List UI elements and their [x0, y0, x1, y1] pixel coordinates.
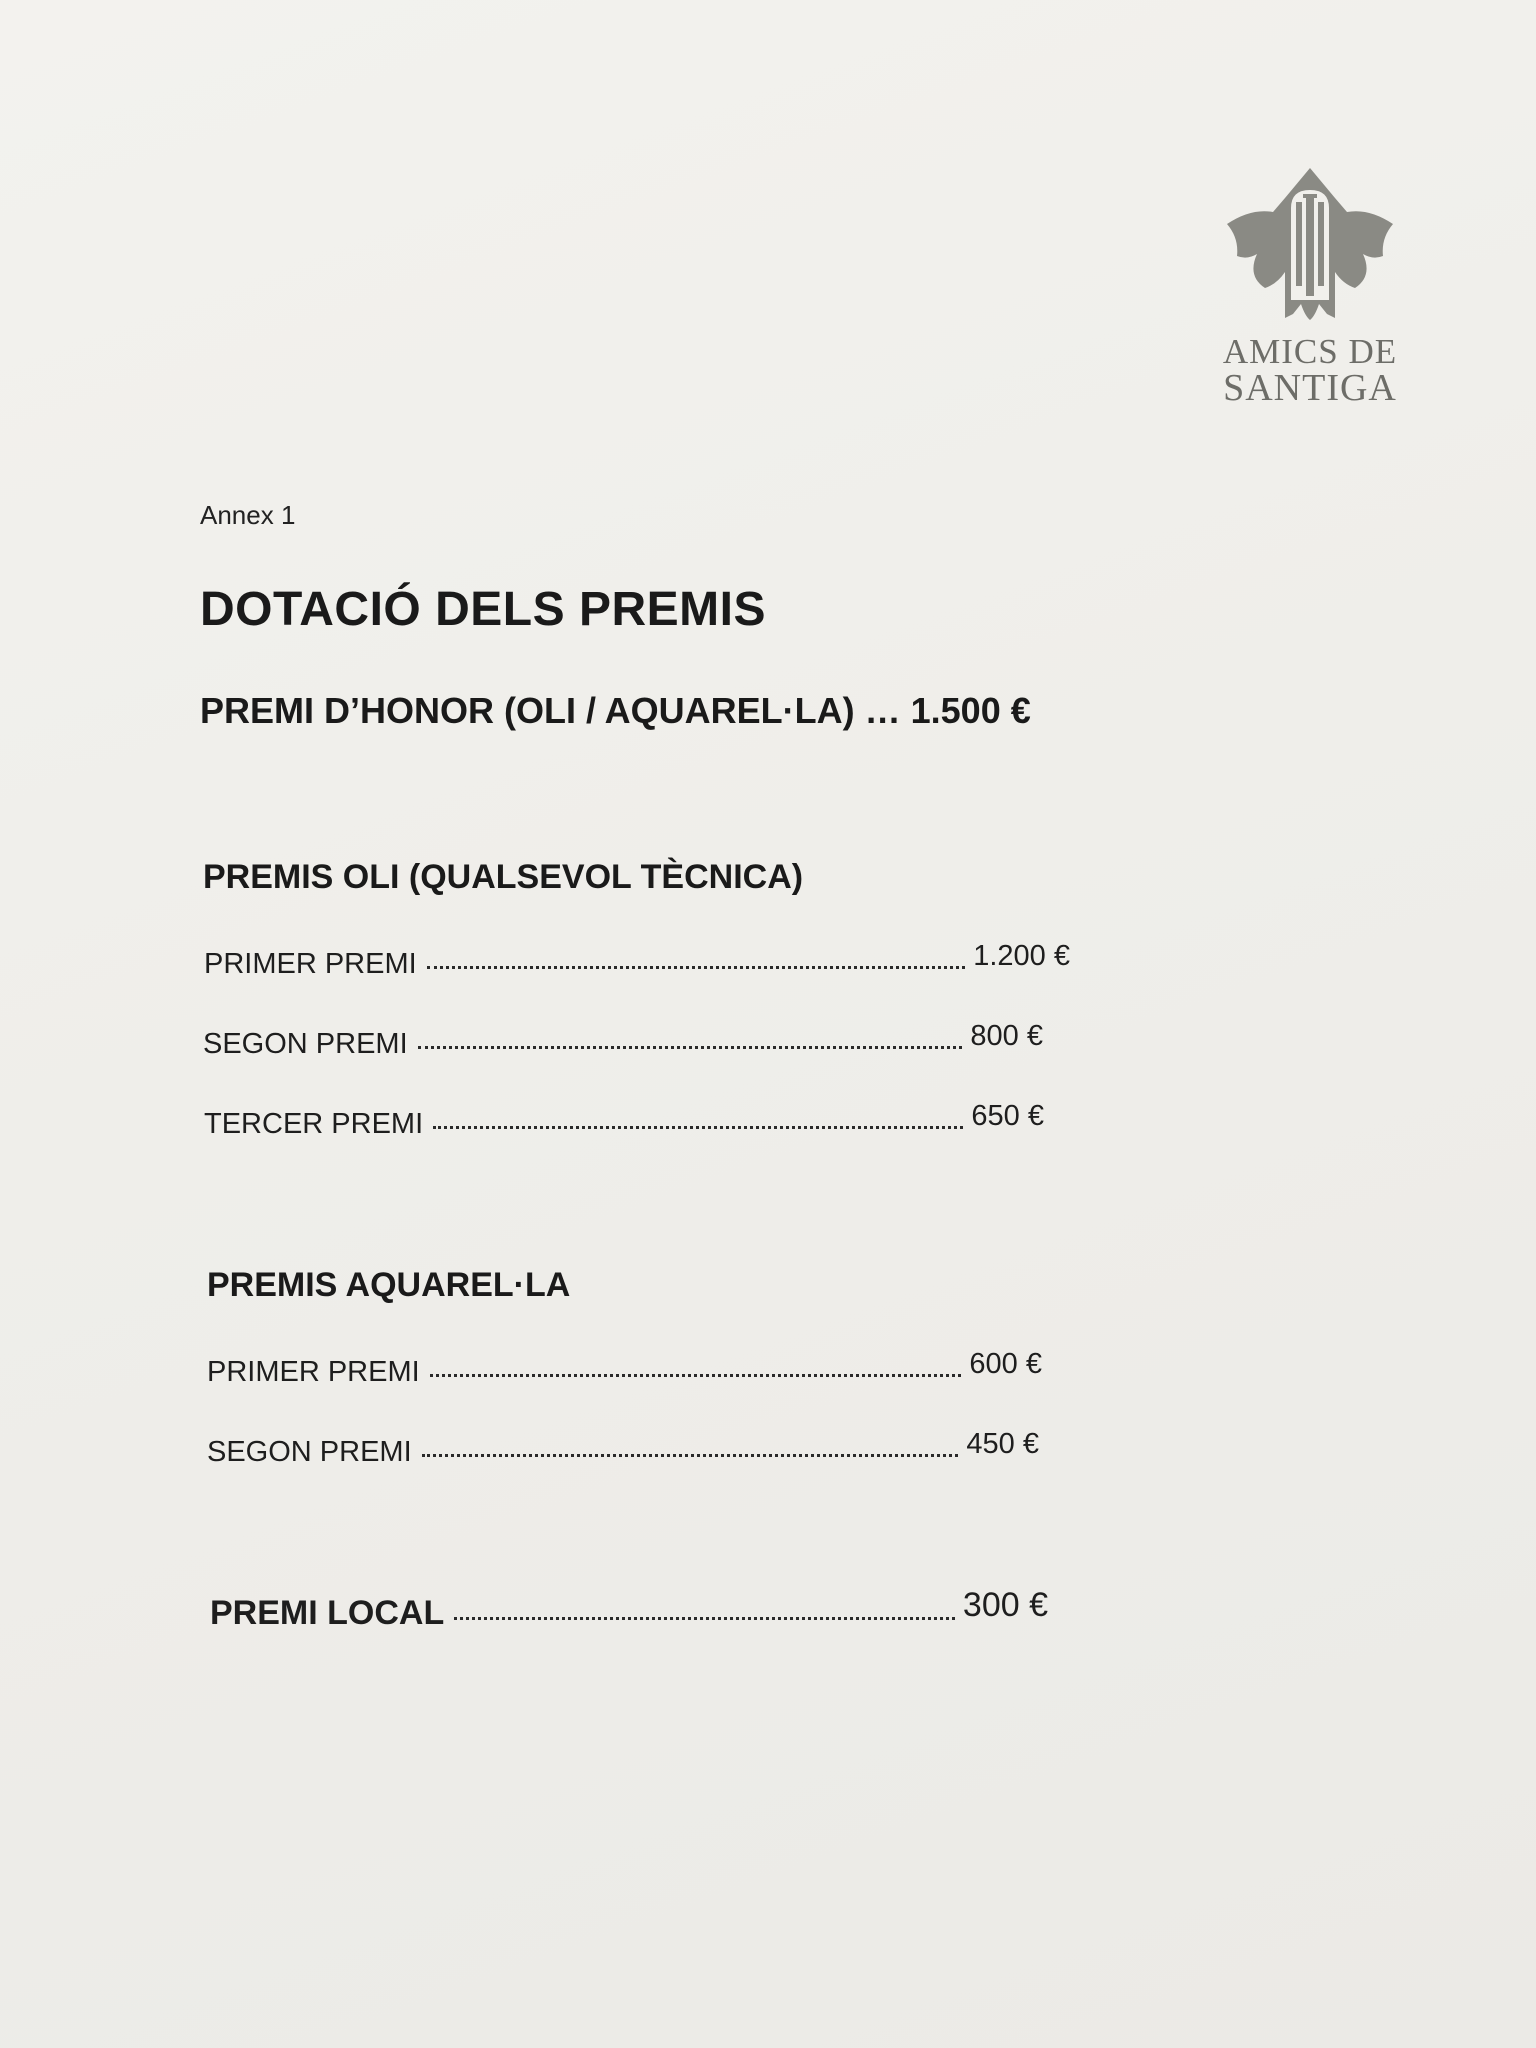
- vine-leaf-with-chapel-icon: [1223, 168, 1398, 320]
- prize-amount: 600 €: [969, 1348, 1042, 1380]
- prize-amount: 1.200 €: [973, 940, 1070, 972]
- dot-leader: [433, 1126, 963, 1129]
- dot-leader: [427, 966, 966, 969]
- prize-label: SEGON PREMI: [207, 1436, 412, 1468]
- prize-label: SEGON PREMI: [203, 1028, 408, 1060]
- prize-row-oil-second: [203, 1020, 1043, 1061]
- annex-label: Annex 1: [200, 500, 296, 530]
- watercolor-prizes-heading: PREMIS AQUAREL·LA: [207, 1266, 571, 1304]
- prize-amount: 800 €: [970, 1020, 1043, 1052]
- dot-leader: [418, 1046, 963, 1049]
- prize-row-local: [210, 1586, 1048, 1633]
- prize-row-oil-third: [204, 1100, 1044, 1141]
- prize-label: PRIMER PREMI: [204, 948, 417, 980]
- dot-leader: [430, 1374, 962, 1377]
- prize-label: PRIMER PREMI: [207, 1356, 420, 1388]
- logo: [1195, 168, 1425, 409]
- prize-amount: 300 €: [962, 1586, 1048, 1624]
- prize-row-oil-first: [204, 940, 1070, 981]
- dot-leader: [422, 1454, 959, 1457]
- page-title: DOTACIÓ DELS PREMIS: [200, 583, 766, 636]
- prize-row-watercolor-second: [207, 1428, 1039, 1469]
- logo-line-2: SANTIGA: [1223, 367, 1397, 409]
- prize-row-watercolor-first: [207, 1348, 1042, 1389]
- dot-leader: [454, 1617, 955, 1620]
- logo-wordmark: [1195, 332, 1425, 409]
- prize-amount: 650 €: [971, 1100, 1044, 1132]
- prize-amount: 450 €: [966, 1428, 1039, 1460]
- oil-prizes-heading: PREMIS OLI (QUALSEVOL TÈCNICA): [203, 858, 804, 896]
- prize-label: TERCER PREMI: [204, 1108, 424, 1140]
- logo-line-1: AMICS DE: [1222, 332, 1398, 371]
- honor-prize: PREMI D’HONOR (OLI / AQUAREL·LA) … 1.500 €: [200, 690, 1031, 731]
- prize-label: PREMI LOCAL: [210, 1594, 445, 1632]
